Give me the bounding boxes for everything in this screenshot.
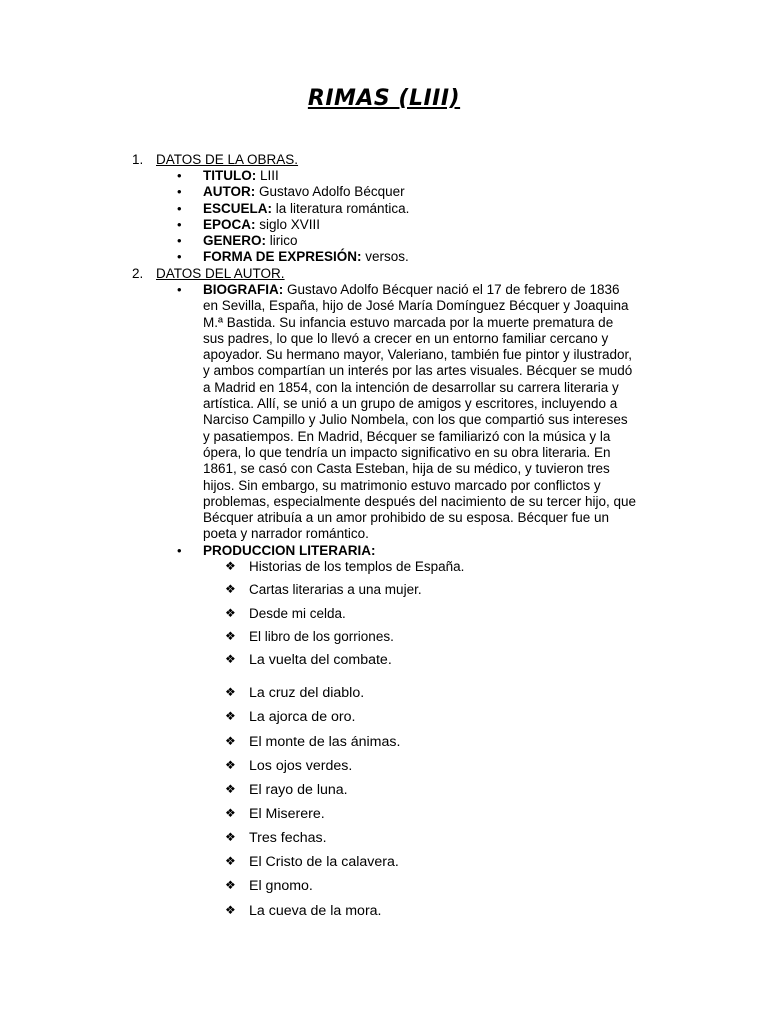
work-item bbox=[225, 582, 422, 597]
work-item bbox=[225, 878, 313, 894]
biografia-line: Narciso Campillo y Julio Nombela, con los que compartió sus intereses bbox=[203, 412, 628, 428]
work-item bbox=[225, 854, 399, 870]
biografia-line-text: Gustavo Adolfo Bécquer nació el 17 de febrero de 1836 bbox=[283, 282, 620, 297]
work-title: La cueva de la mora. bbox=[249, 903, 382, 919]
biografia-line: apoyador. Su hermano mayor, Valeriano, también fue pintor y ilustrador, bbox=[203, 347, 632, 363]
field-value: Gustavo Adolfo Bécquer bbox=[255, 184, 405, 199]
biografia-line: en Sevilla, España, hijo de José María Domínguez Bécquer y Joaquina bbox=[203, 298, 629, 314]
work-title: Historias de los templos de España. bbox=[249, 559, 465, 574]
field-key: EPOCA: bbox=[203, 217, 256, 232]
biografia-line: ópera, lo que tendría un impacto significativo en su obra literaria. En bbox=[203, 444, 611, 460]
section-heading: DATOS DE LA OBRAS. bbox=[156, 152, 299, 167]
diamond-bullet-icon: ❖ bbox=[225, 734, 236, 748]
biografia-line: poeta y narrador romántico. bbox=[203, 526, 369, 542]
field-key: PRODUCCION LITERARIA: bbox=[203, 543, 376, 558]
field-value: la literatura romántica. bbox=[272, 201, 410, 216]
section-heading: DATOS DEL AUTOR. bbox=[156, 266, 285, 281]
list-item-titulo bbox=[177, 168, 279, 184]
work-title: Cartas literarias a una mujer. bbox=[249, 582, 422, 597]
list-item-autor bbox=[177, 184, 405, 200]
diamond-bullet-icon: ❖ bbox=[225, 559, 236, 573]
diamond-bullet-icon: ❖ bbox=[225, 582, 236, 596]
field-key: BIOGRAFIA: bbox=[203, 282, 284, 297]
bullet-icon: • bbox=[177, 249, 182, 264]
work-item bbox=[225, 903, 382, 919]
biografia-line: artística. Allí, se unió a un grupo de amigos y escritores, incluyendo a bbox=[203, 396, 618, 412]
biografia-line: problemas, especialmente después del nacimiento de su tercer hijo, que bbox=[203, 493, 637, 509]
diamond-bullet-icon: ❖ bbox=[225, 709, 236, 723]
work-title: El rayo de luna. bbox=[249, 782, 348, 798]
bullet-icon: • bbox=[177, 201, 182, 216]
work-item bbox=[225, 734, 401, 750]
work-title: Desde mi celda. bbox=[249, 606, 346, 621]
biografia-line: hijos. Sin embargo, su matrimonio estuvo marcado por conflictos y bbox=[203, 477, 601, 493]
diamond-bullet-icon: ❖ bbox=[225, 758, 236, 772]
work-item bbox=[225, 782, 348, 798]
biografia-text bbox=[203, 282, 659, 543]
biografia-line: a Madrid en 1854, con la intención de desarrollar su carrera literaria y bbox=[203, 379, 619, 395]
diamond-bullet-icon: ❖ bbox=[225, 629, 236, 643]
biografia-line: y pasatiempos. En Madrid, Bécquer se familiarizó con la música y la bbox=[203, 428, 611, 444]
biografia-line: M.ª Bastida. Su infancia estuvo marcada por la muerte prematura de bbox=[203, 314, 614, 330]
work-title: El monte de las ánimas. bbox=[249, 734, 401, 750]
work-item bbox=[225, 629, 394, 644]
field-key: ESCUELA: bbox=[203, 201, 273, 216]
diamond-bullet-icon: ❖ bbox=[225, 782, 236, 796]
diamond-bullet-icon: ❖ bbox=[225, 685, 236, 699]
work-title: Los ojos verdes. bbox=[249, 758, 353, 774]
work-title: El libro de los gorriones. bbox=[249, 629, 394, 644]
work-title: La ajorca de oro. bbox=[249, 709, 356, 725]
diamond-bullet-icon: ❖ bbox=[225, 878, 236, 892]
diamond-bullet-icon: ❖ bbox=[225, 806, 236, 820]
field-key: FORMA DE EXPRESIÓN: bbox=[203, 249, 362, 264]
field-value: siglo XVIII bbox=[255, 217, 321, 232]
section-number: 2. bbox=[132, 266, 144, 281]
field-key: TITULO: bbox=[203, 168, 257, 183]
field-value: versos. bbox=[361, 249, 409, 264]
page-title: RIMAS (LIII) bbox=[307, 86, 461, 111]
work-item bbox=[225, 652, 392, 668]
field-value: LIII bbox=[256, 168, 279, 183]
list-item-escuela bbox=[177, 201, 410, 217]
work-item bbox=[225, 685, 365, 701]
work-item bbox=[225, 830, 327, 846]
biografia-line bbox=[203, 282, 659, 298]
bullet-icon: • bbox=[177, 543, 182, 558]
diamond-bullet-icon: ❖ bbox=[225, 652, 236, 666]
work-item bbox=[225, 559, 465, 574]
bullet-icon: • bbox=[177, 217, 182, 232]
list-item-epoca bbox=[177, 217, 321, 233]
work-title: La cruz del diablo. bbox=[249, 685, 365, 701]
list-item-genero bbox=[177, 233, 298, 249]
diamond-bullet-icon: ❖ bbox=[225, 830, 236, 844]
diamond-bullet-icon: ❖ bbox=[225, 854, 236, 868]
bullet-icon: • bbox=[177, 233, 182, 248]
field-value: lirico bbox=[266, 233, 298, 248]
biografia-line: y ambos compartían un interés por las artes visuales. Bécquer se mudó bbox=[203, 363, 633, 379]
biografia-line: 1861, se casó con Casta Esteban, hija de su médico, y tuvieron tres bbox=[203, 461, 610, 477]
field-key: AUTOR: bbox=[203, 184, 256, 199]
work-title: El Miserere. bbox=[249, 806, 325, 822]
list-item-forma-expresion bbox=[177, 249, 409, 265]
work-item bbox=[225, 758, 353, 774]
list-item-produccion bbox=[177, 543, 376, 559]
bullet-icon: • bbox=[177, 184, 182, 199]
bullet-icon: • bbox=[177, 282, 182, 297]
bullet-icon: • bbox=[177, 168, 182, 183]
section-number: 1. bbox=[132, 152, 144, 167]
work-title: Tres fechas. bbox=[249, 830, 327, 846]
diamond-bullet-icon: ❖ bbox=[225, 606, 236, 620]
work-title: El Cristo de la calavera. bbox=[249, 854, 399, 870]
work-title: El gnomo. bbox=[249, 878, 313, 894]
work-item bbox=[225, 606, 346, 621]
diamond-bullet-icon: ❖ bbox=[225, 903, 236, 917]
work-title: La vuelta del combate. bbox=[249, 652, 392, 668]
biografia-paragraph bbox=[177, 282, 659, 543]
biografia-line: sus padres, lo que lo llevó a crecer en un entorno familiar cercano y bbox=[203, 330, 609, 346]
field-key: GENERO: bbox=[203, 233, 267, 248]
work-item bbox=[225, 806, 325, 822]
work-item bbox=[225, 709, 356, 725]
biografia-line: Bécquer atribuía a un amor prohibido de su esposa. Bécquer fue un bbox=[203, 510, 610, 526]
